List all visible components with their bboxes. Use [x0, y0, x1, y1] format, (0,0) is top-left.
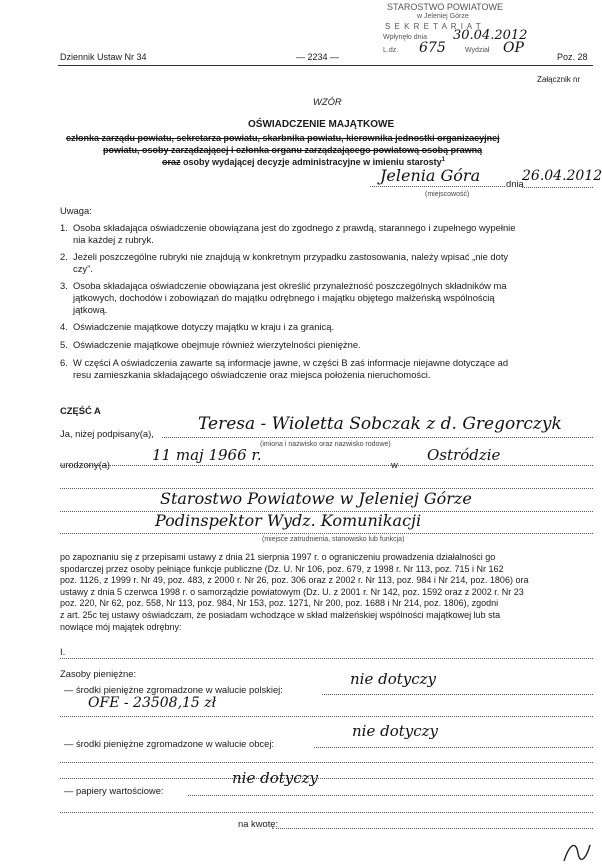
note-4-number: 4. [60, 321, 68, 332]
legal-line-2: spodarczej przez osoby pełniące funkcje publiczne (Dz. U. Nr 106, poz. 679, z 1998 r. Nr 113, poz. 715 i Nr 162 [60, 563, 504, 574]
date-value: 26.04.2012 [522, 168, 602, 184]
foreign-blank-1 [60, 762, 593, 763]
pln-extra: OFE - 23508,15 zł [88, 695, 217, 711]
header-rule [58, 65, 593, 66]
place-caption: (miejscowość) [425, 191, 470, 198]
foreign-dots [314, 747, 593, 748]
born-place: Ostródzie [427, 446, 501, 464]
journal-position: Poz. 28 [557, 52, 588, 62]
securities-label: — papiery wartościowe: [64, 785, 164, 796]
stamp-received-date: 30.04.2012 [453, 28, 528, 43]
legal-line-7: nowiące mój majątek odrębny: [60, 621, 182, 632]
stamp-dept-label: Wydział [465, 47, 490, 54]
document-title: OŚWIADCZENIE MAJĄTKOWE [248, 119, 395, 130]
note-3-number: 3. [60, 280, 68, 291]
employer-value: Starostwo Powiatowe w Jeleniej Górze [160, 489, 472, 508]
note-2-number: 2. [60, 251, 68, 262]
note-6-number: 6. [60, 357, 68, 368]
foreign-blank-2 [60, 778, 593, 779]
title-struck-line-1: członka zarządu powiatu, sekretarza powiatu, skarbnika powiatu, kierownika jednostki organizacyjnej [66, 133, 500, 143]
section-1-rule [60, 658, 593, 659]
template-label: WZÓR [313, 96, 342, 107]
note-5-line-1: Oświadczenie majątkowe obejmuje również wierzytelności pieniężne. [73, 339, 361, 350]
legal-line-3: poz. 1126, z 1999 r. Nr 49, poz. 483, z 2000 r. Nr 26, poz. 306 oraz z 2002 r. Nr 113, poz. 984 i Nr 214, poz. 1806) ora [60, 575, 529, 586]
signed-label: Ja, niżej podpisany(a), [60, 428, 154, 439]
stamp-no-value: 675 [419, 40, 446, 56]
note-4 [60, 321, 592, 333]
note-3-line-3: jątkową. [73, 304, 108, 315]
note-3-line-1: Osoba składająca oświadczenie obowiązana jest określić przynależność poszczególnych składników ma [73, 280, 507, 291]
title-struck-oraz: oraz [162, 157, 181, 167]
pln-extra-dots [60, 716, 593, 717]
title-footnote: 1 [441, 157, 445, 163]
born-date: 11 maj 1966 r. [152, 446, 262, 464]
title-struck-line-2: powiatu, osoby zarządzającej i członka organu zarządzającego powiatową osobą prawną [103, 145, 483, 155]
legal-line-1: po zapoznaniu się z przepisami ustawy z dnia 21 sierpnia 1997 r. o ograniczeniu prowadzenia działalności go [60, 552, 496, 562]
note-2-line-2: czy”. [73, 263, 93, 274]
note-5-number: 5. [60, 339, 68, 350]
pln-dots [322, 694, 593, 695]
position-caption: (miejsce zatrudnienia, stanowisko lub funkcja) [262, 536, 405, 543]
date-dots [522, 187, 593, 188]
stamp-received-label: Wpłynęło dnia [383, 34, 427, 41]
note-1-line-2: nia każdej z rubryk. [73, 234, 154, 245]
pln-value: nie dotyczy [350, 670, 437, 688]
note-2 [60, 251, 592, 275]
journal-page: — 2234 — [296, 52, 340, 62]
legal-line-4: ustawy z dnia 5 czerwca 1998 r. o samorządzie powiatowym (Dz. U. z 2001 r. Nr 142, poz. 1592 oraz z 2002 r. Nr 23 [60, 586, 524, 597]
section-1-number: I. [60, 646, 66, 657]
legal-line-5: poz. 220, Nr 62, poz. 558, Nr 113, poz. 984, Nr 153, poz. 1271, Nr 200, poz. 1688 i Nr 214, poz. 1806), zgodni [60, 598, 499, 609]
declarant-name: Teresa - Wioletta Sobczak z d. Gregorczyk [198, 414, 562, 434]
note-2-line-1: Jeżeli poszczególne rubryki nie znajdują w konkretnym przypadku zastosowania, należy wpisać „nie doty [73, 251, 509, 262]
position-dots [60, 533, 593, 534]
place-dots [370, 186, 505, 187]
born-label: urodzony(a) [60, 459, 111, 470]
place-value: Jelenia Góra [380, 166, 481, 185]
securities-blank [60, 812, 593, 813]
note-3 [60, 280, 592, 316]
blank-line-1 [60, 465, 593, 466]
note-1 [60, 222, 592, 246]
foreign-value: nie dotyczy [352, 722, 439, 740]
declarant-name-dots [162, 437, 593, 438]
legal-text [60, 552, 528, 633]
amount-label: na kwotę: [238, 818, 279, 829]
note-6 [60, 357, 592, 381]
amount-dots [276, 828, 593, 829]
note-6-line-1: W części A oświadczenia zawarte są informacje jawne, w części B zaś informacje niejawne dotyczące ad [73, 357, 509, 368]
stamp-line-1: STAROSTWO POWIATOWE [387, 2, 503, 12]
securities-value: nie dotyczy [232, 769, 319, 787]
annex-label: Załącznik nr [537, 75, 581, 84]
initials-mark [560, 835, 593, 865]
declarant-name-caption: (imiona i nazwisko oraz nazwisko rodowe) [260, 441, 391, 448]
stamp-dept-value: OP [503, 40, 524, 56]
stamp-line-3: S E K R E T A R I A T [385, 22, 482, 31]
notes-heading: Uwaga: [60, 205, 92, 216]
part-a-heading: CZĘŚĆ A [60, 405, 101, 416]
legal-line-6: z art. 25c tej ustawy oświadczam, że posiadam wchodzące w skład małżeńskiej wspólności majątkowej lub sta [60, 609, 501, 620]
note-4-line-1: Oświadczenie majątkowe dotyczy majątku w kraju i za granicą. [73, 321, 335, 332]
stamp-no-label: L.dz. [383, 47, 399, 54]
foreign-label: — środki pieniężne zgromadzone w walucie obcej: [64, 738, 275, 749]
note-1-number: 1. [60, 222, 68, 233]
note-6-line-2: resu zamieszkania składającego oświadczenie oraz miejsca położenia nieruchomości. [73, 369, 431, 380]
date-label: dnia [506, 178, 524, 189]
cash-heading: Zasoby pieniężne: [60, 668, 137, 679]
position-value: Podinspektor Wydz. Komunikacji [155, 511, 422, 530]
journal-title: Dziennik Ustaw Nr 34 [60, 52, 147, 62]
born-in-label: w [391, 459, 398, 470]
title-line-3-text: osoby wydającej decyzje administracyjne w imieniu starosty [183, 157, 442, 167]
note-3-line-2: jątkowych, dochodów i zobowiązań do majątku odrębnego i majątku objętego małżeńską wspólnością [73, 292, 495, 303]
securities-dots [188, 795, 593, 796]
pln-label: — środki pieniężne zgromadzone w walucie polskiej: [64, 684, 283, 695]
note-5 [60, 339, 592, 351]
note-1-line-1: Osoba składająca oświadczenie obowiązana jest do zgodnego z prawdą, starannego i zupełnego wypełnie [73, 222, 516, 233]
stamp-line-2: w Jeleniej Górze [417, 13, 469, 20]
